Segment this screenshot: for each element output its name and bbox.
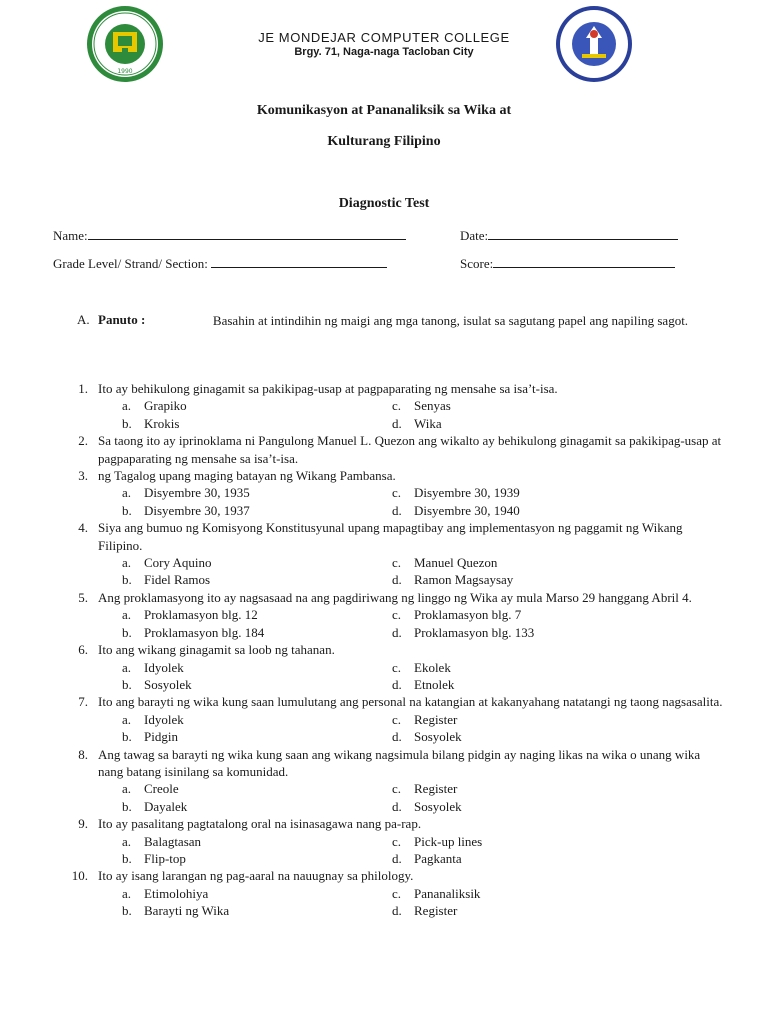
grade-field: [53, 255, 387, 272]
question-number: 6.: [78, 642, 88, 658]
question-item: [0, 815, 768, 867]
option-text: Sosyolek: [414, 798, 462, 814]
option-letter: a.: [122, 398, 132, 414]
option-text: Fidel Ramos: [144, 572, 211, 588]
name-line: [88, 227, 406, 240]
option-text: Pananaliksik: [414, 885, 481, 901]
option-letter: d.: [392, 729, 402, 745]
answer-option: [122, 833, 392, 850]
answer-option: [392, 502, 662, 519]
option-text: Disyembre 30, 1940: [414, 502, 520, 518]
question-item: [0, 641, 768, 693]
question-text: Ang proklamasyong ito ay nagsasaad na ang pagdiriwang ng linggo ng Wika ay mula Marso 29 hanggang Abril 4.: [98, 589, 692, 605]
grade-label: Grade Level/ Strand/ Section:: [53, 256, 212, 271]
date-line: [488, 227, 678, 240]
option-letter: b.: [122, 798, 132, 814]
date-field: [460, 227, 678, 244]
question-number: 3.: [78, 468, 88, 484]
option-text: Idyolek: [144, 711, 184, 727]
option-letter: c.: [392, 555, 402, 571]
option-text: Cory Aquino: [144, 555, 212, 571]
option-text: Ekolek: [414, 659, 451, 675]
answer-options: [122, 711, 726, 746]
option-letter: b.: [122, 415, 132, 431]
option-text: Disyembre 30, 1937: [144, 502, 250, 518]
question-text: Ito ay isang larangan ng pag-aaral na nauugnay sa philology.: [98, 868, 414, 884]
option-text: Pick-up lines: [414, 833, 483, 849]
option-letter: d.: [392, 415, 402, 431]
option-letter: a.: [122, 659, 132, 675]
question-item: [0, 589, 768, 641]
question-number: 9.: [78, 816, 88, 832]
score-field: [460, 255, 675, 272]
answer-option: [122, 885, 392, 902]
answer-options: [122, 780, 726, 815]
option-letter: b.: [122, 572, 132, 588]
option-text: Creole: [144, 781, 179, 797]
option-letter: b.: [122, 729, 132, 745]
option-letter: a.: [122, 885, 132, 901]
option-text: Register: [414, 903, 458, 919]
answer-options: [122, 885, 726, 920]
question-number: 1.: [78, 381, 88, 396]
answer-option: [392, 415, 662, 432]
option-letter: c.: [392, 485, 402, 501]
score-line: [493, 255, 675, 268]
option-text: Dayalek: [144, 798, 188, 814]
option-text: Disyembre 30, 1935: [144, 485, 250, 501]
question-item: [0, 693, 768, 745]
question-text: Sa taong ito ay iprinoklama ni Pangulong Manuel L. Quezon ang wikalto ay behikulong ginagamit sa pakikipag-usap at pagpaparating ng mensahe sa isa’t-isa.: [98, 433, 722, 466]
answer-option: [122, 676, 392, 693]
question-text: Ito ay behikulong ginagamit sa pakikipag-usap at pagpaparating ng mensahe sa isa’t-isa.: [98, 381, 558, 396]
answer-option: [392, 397, 662, 414]
date-label: Date:: [460, 228, 489, 243]
subject-title-line2: Kulturang Filipino: [327, 134, 441, 149]
question-list: [0, 380, 768, 920]
option-letter: d.: [392, 624, 402, 640]
option-text: Pidgin: [144, 729, 178, 745]
answer-option: [392, 728, 662, 745]
question-item: [0, 746, 768, 816]
option-text: Disyembre 30, 1939: [414, 485, 520, 501]
option-text: Flip-top: [144, 850, 186, 866]
answer-options: [122, 606, 726, 641]
score-label: Score:: [460, 256, 494, 271]
option-letter: d.: [392, 676, 402, 692]
option-letter: a.: [122, 485, 132, 501]
question-text: ng Tagalog upang maging batayan ng Wikang Pambansa.: [98, 468, 396, 484]
answer-option: [392, 484, 662, 501]
option-text: Proklamasyon blg. 12: [144, 607, 258, 623]
option-text: Senyas: [414, 398, 451, 414]
answer-options: [122, 484, 726, 519]
answer-option: [122, 902, 392, 919]
option-text: Proklamasyon blg. 133: [414, 624, 535, 640]
answer-options: [122, 554, 726, 589]
answer-option: [122, 659, 392, 676]
option-letter: c.: [392, 659, 402, 675]
option-letter: b.: [122, 903, 132, 919]
grade-line: [211, 255, 387, 268]
option-letter: a.: [122, 833, 132, 849]
option-letter: b.: [122, 502, 132, 518]
answer-option: [122, 606, 392, 623]
answer-option: [122, 780, 392, 797]
answer-option: [392, 571, 662, 588]
option-letter: d.: [392, 903, 402, 919]
option-letter: b.: [122, 676, 132, 692]
option-letter: a.: [122, 555, 132, 571]
option-text: Pagkanta: [414, 850, 462, 866]
answer-option: [392, 850, 662, 867]
answer-option: [122, 397, 392, 414]
question-item: [0, 432, 768, 467]
option-letter: b.: [122, 624, 132, 640]
option-letter: c.: [392, 833, 402, 849]
answer-options: [122, 659, 726, 694]
answer-options: [122, 397, 726, 432]
question-text: Siya ang bumuo ng Komisyong Konstitusyunal upang mapagtibay ang implementasyon ng paggamit ng Wikang Filipino.: [98, 520, 683, 553]
option-letter: c.: [392, 607, 402, 623]
answer-option: [122, 850, 392, 867]
question-item: [0, 867, 768, 919]
svg-text:1990: 1990: [117, 68, 133, 75]
question-text: Ang tawag sa barayti ng wika kung saan ang wikang nagsimula bilang pidgin ay naging likas na wika o unang wika nang batang isinilang sa komunidad.: [98, 746, 701, 779]
option-text: Grapiko: [144, 398, 187, 414]
option-text: Krokis: [144, 415, 180, 431]
answer-option: [392, 798, 662, 815]
answer-option: [392, 676, 662, 693]
option-letter: d.: [392, 850, 402, 866]
question-item: [0, 467, 768, 519]
answer-option: [122, 798, 392, 815]
option-text: Wika: [414, 415, 442, 431]
answer-option: [392, 554, 662, 571]
question-item: [0, 380, 768, 432]
instruction-text: Basahin at intindihin ng maigi ang mga tanong, isulat sa sagutang papel ang napiling sagot.: [212, 313, 689, 328]
option-letter: c.: [392, 711, 402, 727]
option-text: Idyolek: [144, 659, 184, 675]
answer-option: [392, 624, 662, 641]
option-letter: d.: [392, 572, 402, 588]
answer-option: [392, 902, 662, 919]
test-title: Diagnostic Test: [338, 196, 430, 211]
option-text: Sosyolek: [144, 676, 192, 692]
option-letter: d.: [392, 798, 402, 814]
option-letter: d.: [392, 502, 402, 518]
option-text: Balagtasan: [144, 833, 202, 849]
answer-options: [122, 833, 726, 868]
option-text: Manuel Quezon: [414, 555, 498, 571]
subject-title-line1: Komunikasyon at Pananaliksik sa Wika at: [256, 103, 512, 118]
question-number: 2.: [78, 433, 88, 449]
answer-option: [122, 415, 392, 432]
question-text: Ito ang wikang ginagamit sa loob ng tahanan.: [98, 642, 335, 658]
question-number: 5.: [78, 589, 88, 605]
option-letter: b.: [122, 850, 132, 866]
instruction-label: Panuto :: [98, 312, 146, 327]
answer-option: [122, 502, 392, 519]
answer-option: [122, 571, 392, 588]
option-letter: c.: [392, 398, 402, 414]
answer-option: [122, 624, 392, 641]
option-letter: c.: [392, 885, 402, 901]
answer-option: [392, 711, 662, 728]
answer-option: [392, 833, 662, 850]
answer-option: [392, 659, 662, 676]
option-text: Proklamasyon blg. 184: [144, 624, 265, 640]
option-letter: a.: [122, 607, 132, 623]
answer-option: [392, 606, 662, 623]
option-letter: c.: [392, 781, 402, 797]
question-number: 8.: [78, 746, 88, 762]
option-text: Etnolek: [414, 676, 455, 692]
question-number: 7.: [78, 694, 88, 710]
instruction-letter: A.: [77, 312, 90, 327]
name-field: [53, 227, 406, 244]
question-number: 4.: [78, 520, 88, 536]
answer-option: [392, 885, 662, 902]
answer-option: [122, 554, 392, 571]
question-text: Ito ay pasalitang pagtatalong oral na isinasagawa nang pa-rap.: [98, 816, 422, 832]
option-text: Barayti ng Wika: [144, 903, 230, 919]
option-letter: a.: [122, 781, 132, 797]
question-text: Ito ang barayti ng wika kung saan lumulutang ang personal na katangian at kakanyahang natatangi ng taong nagsasalita.: [98, 694, 723, 710]
option-text: Register: [414, 781, 458, 797]
option-text: Etimolohiya: [144, 885, 209, 901]
college-name: JE MONDEJAR COMPUTER COLLEGE: [258, 30, 510, 45]
answer-option: [122, 728, 392, 745]
option-text: Register: [414, 711, 458, 727]
college-address: Brgy. 71, Naga-naga Tacloban City: [294, 46, 474, 58]
option-text: Sosyolek: [414, 729, 462, 745]
question-number: 10.: [71, 868, 88, 884]
name-label: Name:: [53, 228, 88, 243]
answer-option: [122, 484, 392, 501]
answer-option: [392, 780, 662, 797]
question-item: [0, 519, 768, 589]
option-text: Proklamasyon blg. 7: [414, 607, 522, 623]
answer-option: [122, 711, 392, 728]
option-letter: a.: [122, 711, 132, 727]
option-text: Ramon Magsaysay: [414, 572, 514, 588]
